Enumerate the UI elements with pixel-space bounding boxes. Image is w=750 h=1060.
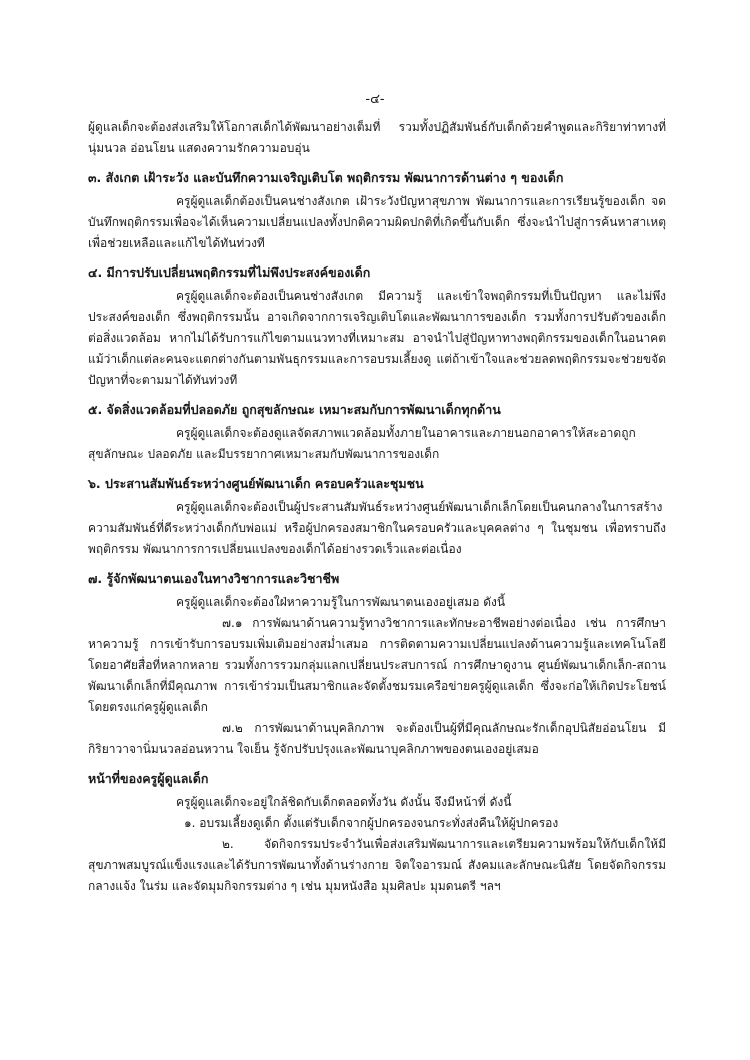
duties-heading: หน้าที่ของครูผู้ดูแลเด็ก <box>88 771 209 786</box>
section-3-paragraph: ครูผู้ดูแลเด็กต้องเป็นคนช่างสังเกต เฝ้าระวังปัญหาสุขภาพ พัฒนาการและการเรียนรู้ของเด็ก จดบันทึกพฤติกรรมเพื่อจะได้เห็นความเปลี่ยนแปลงทั้งปกติความผิดปกติที่เกิดขึ้นกับเด็ก ซึ่งจะนำไปสู่การค้นหาสาเหตุ เพื่อช่วยเหลือและแก้ไขได้ทันท่วงที <box>88 194 666 250</box>
section-7-item-2: ๗.๒ การพัฒนาด้านบุคลิกภาพ จะต้องเป็นผู้ที่มีคุณลักษณะรักเด็กอุปนิสัยอ่อนโยน มีกิริยาวาจานิ่มนวลอ่อนหวาน ใจเย็น รู้จักปรับปรุงและพัฒนาบุคลิกภาพของตนเองอยู่เสมอ <box>88 721 666 756</box>
page-content <box>88 117 666 897</box>
section-6-paragraph: ครูผู้ดูแลเด็กจะต้องเป็นผู้ประสานสัมพันธ์ระหว่างศูนย์พัฒนาเด็กเล็กโดยเป็นคนกลางในการสร้างความสัมพันธ์ที่ดีระหว่างเด็กกับพ่อแม่ หรือผู้ปกครองสมาชิกในครอบครัวและบุคคลต่าง ๆ ในชุมชน เพื่อทราบถึงพฤติกรรม พัฒนาการการเปลี่ยนแปลงของเด็กได้อย่างรวดเร็วและต่อเนื่อง <box>88 500 666 556</box>
section-4-paragraph: ครูผู้ดูแลเด็กจะต้องเป็นคนช่างสังเกต มีความรู้ และเข้าใจพฤติกรรมที่เป็นปัญหา และไม่พึงประสงค์ของเด็ก ซึ่งพฤติกรรมนั้น อาจเกิดจากการเจริญเติบโตและพัฒนาการของเด็ก รวมทั้งการปรับตัวของเด็กต่อสิ่งแวดล้อม หากไม่ได้รับการแก้ไขตามแนวทางที่เหมาะสม อาจนำไปสู่ปัญหาทางพฤติกรรมของเด็กในอนาคต แม้ว่าเด็กแต่ละคนจะแตกต่างกันตามพันธุกรรมและการอบรมเลี้ยงดู แต่ถ้าเข้าใจและช่วยลดพฤติกรรมจะช่วยขจัดปัญหาที่จะตามมาได้ทันท่วงที <box>88 289 666 387</box>
duties-paragraph: ครูผู้ดูแลเด็กจะอยู่ใกล้ชิดกับเด็กตลอดทั้งวัน ดังนั้น จึงมีหน้าที่ ดังนี้ <box>176 795 512 809</box>
section-3-heading: ๓. สังเกต เฝ้าระวัง และบันทึกความเจริญเติบโต พฤติกรรม พัฒนาการด้านต่าง ๆ ของเด็ก <box>88 170 564 185</box>
section-6-heading: ๖. ประสานสัมพันธ์ระหว่างศูนย์พัฒนาเด็ก ครอบครัวและชุมชน <box>88 476 424 491</box>
page-number: -๔- <box>365 92 385 107</box>
section-5-heading: ๕. จัดสิ่งแวดล้อมที่ปลอดภัย ถูกสุขลักษณะ เหมาะสมกับการพัฒนาเด็กทุกด้าน <box>88 402 501 417</box>
section-5-paragraph: ครูผู้ดูแลเด็กจะต้องดูแลจัดสภาพแวดล้อมทั้งภายในอาคารและภายนอกอาคารให้สะอาดถูกสุขลักษณะ ปลอดภัย และมีบรรยากาศเหมาะสมกับพัฒนาการของเด็ก <box>88 426 636 461</box>
section-4-heading: ๔. มีการปรับเปลี่ยนพฤติกรรมที่ไม่พึงประสงค์ของเด็ก <box>88 265 371 280</box>
section-7-heading: ๗. รู้จักพัฒนาตนเองในทางวิชาการและวิชาชีพ <box>88 571 340 586</box>
intro-paragraph: ผู้ดูแลเด็กจะต้องส่งเสริมให้โอกาสเด็กได้พัฒนาอย่างเต็มที่ รวมทั้งปฏิสัมพันธ์กับเด็กด้วยคำพูดและกิริยาท่าทางที่นุ่มนวล อ่อนโยน แสดงความรักความอบอุ่น <box>88 120 666 155</box>
section-7-paragraph: ครูผู้ดูแลเด็กจะต้องใฝ่หาความรู้ในการพัฒนาตนเองอยู่เสมอ ดังนี้ <box>176 595 506 609</box>
section-7-item-1: ๗.๑ การพัฒนาด้านความรู้ทางวิชาการและทักษะอาชีพอย่างต่อเนื่อง เช่น การศึกษาหาความรู้ การเข้ารับการอบรมเพิ่มเติมอย่างสม่ำเสมอ การติดตามความเปลี่ยนแปลงด้านความรู้และเทคโนโลยีโดยอาศัยสื่อที่หลากหลาย รวมทั้งการรวมกลุ่มแลกเปลี่ยนประสบการณ์ การศึกษาดูงาน ศูนย์พัฒนาเด็กเล็ก-สถานพัฒนาเด็กเล็กที่มีคุณภาพ การเข้าร่วมเป็นสมาชิกและจัดตั้งชมรมเครือข่ายครูผู้ดูแลเด็ก ซึ่งจะก่อให้เกิดประโยชน์โดยตรงแก่ครูผู้ดูแลเด็ก <box>88 616 666 714</box>
duties-item-1: ๑. อบรมเลี้ยงดูเด็ก ตั้งแต่รับเด็กจากผู้ปกครองจนกระทั่งส่งคืนให้ผู้ปกครอง <box>184 816 559 830</box>
duties-item-2: ๒. จัดกิจกรรมประจำวันเพื่อส่งเสริมพัฒนาการและเตรียมความพร้อมให้กับเด็กให้มีสุขภาพสมบูรณ์แข็งแรงและได้รับการพัฒนาทั้งด้านร่างกาย จิตใจอารมณ์ สังคมและลักษณะนิสัย โดยจัดกิจกรรมกลางแจ้ง ในร่ม และจัดมุมกิจกรรมต่าง ๆ เช่น มุมหนังสือ มุมศิลปะ มุมดนตรี ฯลฯ <box>88 837 666 893</box>
